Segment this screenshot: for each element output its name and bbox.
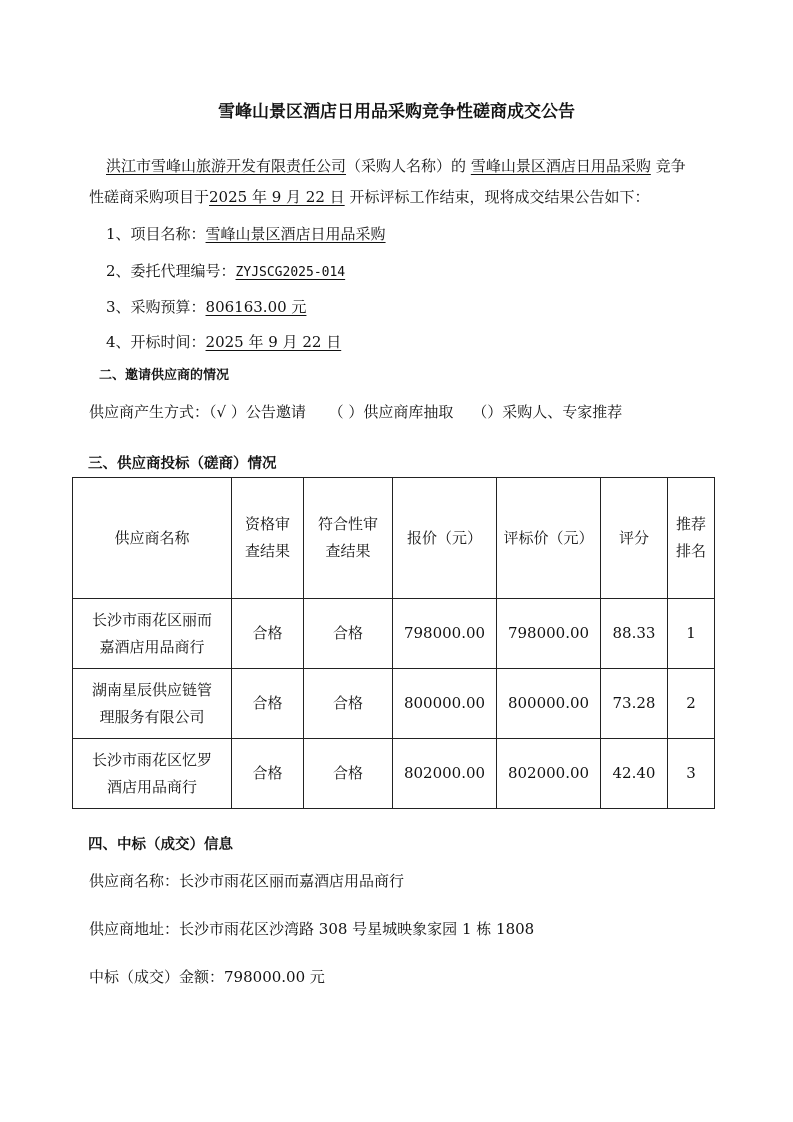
winner-name-line — [89, 870, 404, 891]
compliance-cell: 合格 — [304, 739, 393, 809]
method-label: 供应商产生方式： — [89, 403, 210, 421]
intro-text-2: 性磋商采购项目于 — [89, 188, 210, 206]
header-qualification: 资格审查结果 — [232, 478, 304, 599]
winner-address-value: 长沙市雨花区沙湾路 308 号星城映象家园 1 栋 1808 — [179, 920, 535, 938]
winner-amount-value: 798000.00 元 — [224, 968, 325, 986]
qualification-cell: 合格 — [232, 669, 304, 739]
project-name-label: 1、项目名称： — [106, 225, 206, 243]
score-cell: 88.33 — [601, 599, 668, 669]
qualification-cell: 合格 — [232, 599, 304, 669]
bid-table — [72, 477, 715, 809]
open-time-value: 2025 年 9 月 22 日 — [205, 333, 342, 351]
project-name-item — [106, 223, 386, 244]
agency-code-item — [106, 260, 345, 281]
table-row — [73, 669, 715, 739]
rank-cell: 2 — [668, 669, 715, 739]
budget-item — [106, 296, 306, 317]
supplier-name-cell: 长沙市雨花区丽而嘉酒店用品商行 — [73, 599, 232, 669]
price-cell: 802000.00 — [393, 739, 497, 809]
header-price: 报价（元） — [393, 478, 497, 599]
price-cell: 798000.00 — [393, 599, 497, 669]
winner-name-label: 供应商名称： — [89, 872, 180, 890]
table-row — [73, 599, 715, 669]
section-3-heading: 三、供应商投标（磋商）情况 — [88, 456, 277, 472]
winner-address-line — [89, 918, 534, 939]
supplier-method-line — [89, 401, 622, 422]
section-4-heading: 四、中标（成交）信息 — [88, 837, 233, 853]
project-name-value: 雪峰山景区酒店日用品采购 — [205, 225, 386, 243]
budget-value: 806163.00 元 — [205, 298, 307, 316]
winner-amount-line — [89, 966, 325, 987]
table-header-row — [73, 478, 715, 599]
intro-line-2 — [89, 186, 649, 207]
qualification-cell: 合格 — [232, 739, 304, 809]
intro-line-1 — [106, 155, 686, 176]
method-option-announcement: （√ ）公告邀请 — [209, 403, 306, 421]
eval-price-cell: 800000.00 — [497, 669, 601, 739]
supplier-name-cell: 长沙市雨花区忆罗酒店用品商行 — [73, 739, 232, 809]
method-option-database: （ ）供应商库抽取 — [328, 403, 454, 421]
purchaser-name: 洪江市雪峰山旅游开发有限责任公司 — [106, 157, 347, 175]
intro-text-3: 开标评标工作结束，现将成交结果公告如下： — [349, 188, 650, 206]
score-cell: 42.40 — [601, 739, 668, 809]
table-row — [73, 739, 715, 809]
budget-label: 3、采购预算： — [106, 298, 206, 316]
header-supplier-name: 供应商名称 — [73, 478, 232, 599]
score-cell: 73.28 — [601, 669, 668, 739]
winner-amount-label: 中标（成交）金额： — [89, 968, 225, 986]
header-eval-price: 评标价（元） — [497, 478, 601, 599]
method-option-recommend: （）采购人、专家推荐 — [472, 403, 623, 421]
open-date: 2025 年 9 月 22 日 — [209, 188, 345, 206]
rank-cell: 1 — [668, 599, 715, 669]
open-time-item — [106, 331, 341, 352]
compliance-cell: 合格 — [304, 599, 393, 669]
purchaser-note: （采购人名称）的 — [346, 157, 467, 175]
intro-text-1: 竞争 — [655, 157, 686, 175]
section-2-heading: 二、邀请供应商的情况 — [99, 368, 230, 383]
page-title: 雪峰山景区酒店日用品采购竞争性磋商成交公告 — [218, 102, 575, 122]
compliance-cell: 合格 — [304, 669, 393, 739]
price-cell: 800000.00 — [393, 669, 497, 739]
header-compliance: 符合性审查结果 — [304, 478, 393, 599]
project-name: 雪峰山景区酒店日用品采购 — [470, 157, 651, 175]
eval-price-cell: 802000.00 — [497, 739, 601, 809]
rank-cell: 3 — [668, 739, 715, 809]
winner-address-label: 供应商地址： — [89, 920, 180, 938]
agency-code-label: 2、委托代理编号： — [106, 262, 236, 280]
winner-name-value: 长沙市雨花区丽而嘉酒店用品商行 — [179, 872, 405, 890]
eval-price-cell: 798000.00 — [497, 599, 601, 669]
supplier-name-cell: 湖南星辰供应链管理服务有限公司 — [73, 669, 232, 739]
header-score: 评分 — [601, 478, 668, 599]
agency-code-value: ZYJSCG2025-014 — [235, 265, 346, 280]
header-rank: 推荐排名 — [668, 478, 715, 599]
open-time-label: 4、开标时间： — [106, 333, 206, 351]
